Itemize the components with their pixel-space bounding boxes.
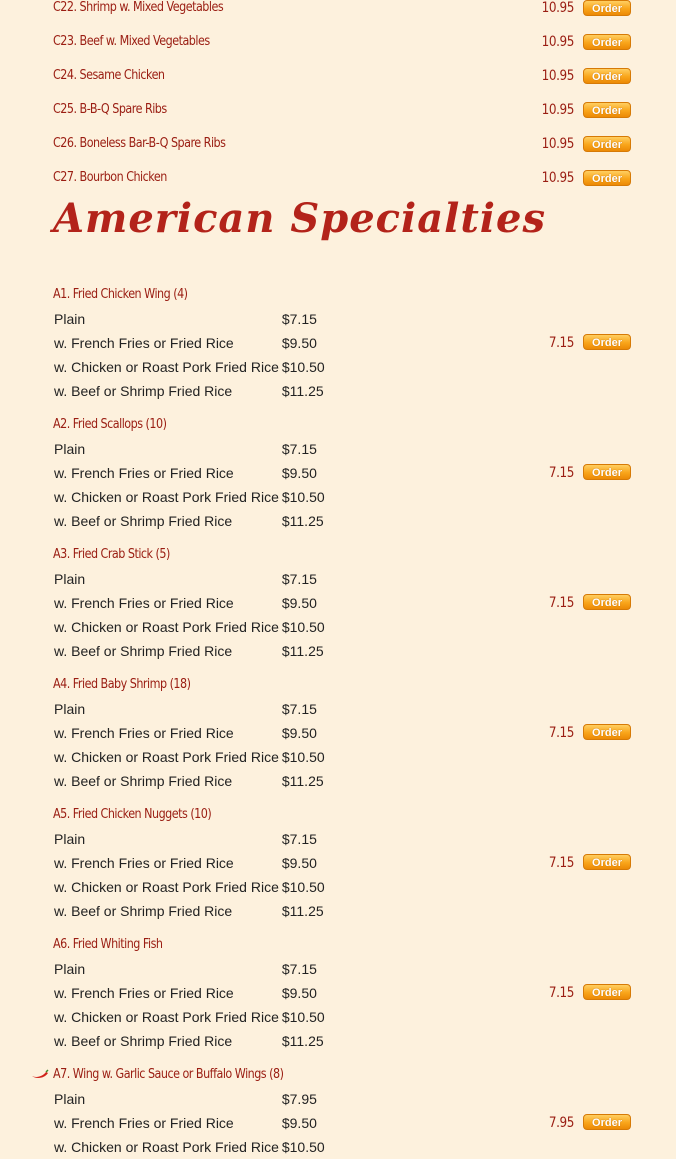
option-row (53, 827, 326, 851)
options-table (53, 697, 326, 793)
option-price: $9.50 (281, 465, 317, 481)
option-row (53, 307, 326, 331)
option-label: w. Beef or Shrimp Fried Rice (54, 513, 233, 529)
option-price: $7.95 (281, 1091, 317, 1107)
option-price: $7.15 (281, 831, 317, 847)
option-row (53, 379, 326, 403)
option-label: w. Chicken or Roast Pork Fried Rice (54, 619, 279, 635)
item-name: A5. Fried Chicken Nuggets (10) (53, 807, 212, 822)
chili-pepper-icon (31, 1069, 49, 1079)
item-name: A2. Fried Scallops (10) (53, 417, 167, 432)
order-button[interactable]: Order (583, 464, 631, 480)
option-label: w. Chicken or Roast Pork Fried Rice (54, 1139, 279, 1155)
option-row (53, 1087, 326, 1111)
order-button[interactable]: Order (583, 984, 631, 1000)
item-price: 10.95 (541, 102, 574, 118)
item-price: 10.95 (541, 136, 574, 152)
option-label: w. Beef or Shrimp Fried Rice (54, 1033, 233, 1049)
options-table (53, 437, 326, 533)
option-label: Plain (54, 701, 86, 717)
option-price: $11.25 (281, 383, 324, 399)
options-table (53, 307, 326, 403)
item-price: 7.15 (548, 465, 574, 481)
item-name: C24. Sesame Chicken (53, 68, 165, 83)
option-price: $10.50 (281, 749, 325, 765)
option-label: w. Beef or Shrimp Fried Rice (54, 773, 233, 789)
option-row (53, 981, 326, 1005)
option-price: $11.25 (281, 643, 324, 659)
item-name: C27. Bourbon Chicken (53, 170, 167, 185)
option-label: Plain (54, 311, 86, 327)
option-row (53, 1135, 326, 1159)
item-name: C22. Shrimp w. Mixed Vegetables (53, 0, 224, 15)
options-table (53, 1087, 326, 1159)
option-price: $7.15 (281, 311, 317, 327)
order-button[interactable]: Order (583, 136, 631, 152)
option-price: $9.50 (281, 335, 317, 351)
option-label: w. French Fries or Fried Rice (54, 465, 234, 481)
item-price: 10.95 (541, 0, 574, 16)
option-row (53, 957, 326, 981)
options-table (53, 827, 326, 923)
menu-row (0, 0, 676, 23)
option-row (53, 355, 326, 379)
item-price: 7.15 (548, 725, 574, 741)
item-price: 7.15 (548, 855, 574, 871)
item-price: 10.95 (541, 34, 574, 50)
option-price: $11.25 (281, 513, 324, 529)
option-price: $10.50 (281, 1139, 325, 1155)
item-price: 10.95 (541, 68, 574, 84)
option-label: w. French Fries or Fried Rice (54, 595, 234, 611)
item-name: A4. Fried Baby Shrimp (18) (53, 677, 191, 692)
order-button[interactable]: Order (583, 68, 631, 84)
menu-row (0, 27, 676, 57)
order-button[interactable]: Order (583, 0, 631, 16)
option-price: $7.15 (281, 961, 317, 977)
item-name: C23. Beef w. Mixed Vegetables (53, 34, 210, 49)
item-price: 7.15 (548, 595, 574, 611)
option-label: w. Chicken or Roast Pork Fried Rice (54, 879, 279, 895)
item-price: 7.15 (548, 335, 574, 351)
option-price: $7.15 (281, 571, 317, 587)
option-price: $11.25 (281, 1033, 324, 1049)
options-table (53, 567, 326, 663)
option-row (53, 591, 326, 615)
option-label: w. French Fries or Fried Rice (54, 985, 234, 1001)
menu-row (0, 95, 676, 125)
option-price: $9.50 (281, 855, 317, 871)
item-name: C26. Boneless Bar-B-Q Spare Ribs (53, 136, 226, 151)
options-table (53, 957, 326, 1053)
option-price: $10.50 (281, 879, 325, 895)
item-name: A1. Fried Chicken Wing (4) (53, 287, 188, 302)
option-row (53, 461, 326, 485)
option-price: $7.15 (281, 701, 317, 717)
option-row (53, 567, 326, 591)
option-row (53, 745, 326, 769)
option-label: w. Chicken or Roast Pork Fried Rice (54, 359, 279, 375)
option-label: Plain (54, 441, 86, 457)
option-row (53, 485, 326, 509)
order-button[interactable]: Order (583, 334, 631, 350)
option-row (53, 509, 326, 533)
item-name: A7. Wing w. Garlic Sauce or Buffalo Wings (8) (53, 1067, 284, 1082)
order-button[interactable]: Order (583, 102, 631, 118)
option-row (53, 1029, 326, 1053)
option-label: Plain (54, 961, 86, 977)
option-price: $9.50 (281, 595, 317, 611)
option-row (53, 639, 326, 663)
option-label: w. Beef or Shrimp Fried Rice (54, 903, 233, 919)
option-price: $7.15 (281, 441, 317, 457)
menu-row (0, 61, 676, 91)
option-label: w. Beef or Shrimp Fried Rice (54, 383, 233, 399)
option-label: w. French Fries or Fried Rice (54, 855, 234, 871)
section-title: American Specialties (53, 195, 546, 242)
option-row (53, 331, 326, 355)
option-row (53, 851, 326, 875)
menu-row (0, 163, 676, 193)
order-button[interactable]: Order (583, 34, 631, 50)
item-price: 7.15 (548, 985, 574, 1001)
option-label: Plain (54, 1091, 86, 1107)
option-row (53, 721, 326, 745)
option-label: Plain (54, 571, 86, 587)
order-button[interactable]: Order (583, 1114, 631, 1130)
option-price: $11.25 (281, 773, 324, 789)
option-price: $10.50 (281, 489, 325, 505)
option-label: w. French Fries or Fried Rice (54, 1115, 234, 1131)
option-label: w. Chicken or Roast Pork Fried Rice (54, 489, 279, 505)
option-row (53, 899, 326, 923)
option-price: $9.50 (281, 725, 317, 741)
order-button[interactable]: Order (583, 594, 631, 610)
option-row (53, 1111, 326, 1135)
option-price: $10.50 (281, 619, 325, 635)
item-name: C25. B-B-Q Spare Ribs (53, 102, 167, 117)
option-row (53, 1005, 326, 1029)
option-label: w. French Fries or Fried Rice (54, 335, 234, 351)
option-row (53, 615, 326, 639)
option-row (53, 769, 326, 793)
option-price: $10.50 (281, 359, 325, 375)
order-button[interactable]: Order (583, 854, 631, 870)
option-price: $9.50 (281, 985, 317, 1001)
order-button[interactable]: Order (583, 724, 631, 740)
option-price: $11.25 (281, 903, 324, 919)
option-label: w. Chicken or Roast Pork Fried Rice (54, 749, 279, 765)
option-row (53, 697, 326, 721)
order-button[interactable]: Order (583, 170, 631, 186)
item-name: A3. Fried Crab Stick (5) (53, 547, 170, 562)
item-name: A6. Fried Whiting Fish (53, 937, 163, 952)
option-row (53, 875, 326, 899)
item-price: 10.95 (541, 170, 574, 186)
option-row (53, 437, 326, 461)
option-price: $10.50 (281, 1009, 325, 1025)
option-price: $9.50 (281, 1115, 317, 1131)
option-label: w. Beef or Shrimp Fried Rice (54, 643, 233, 659)
option-label: w. Chicken or Roast Pork Fried Rice (54, 1009, 279, 1025)
option-label: w. French Fries or Fried Rice (54, 725, 234, 741)
menu-row (0, 129, 676, 159)
option-label: Plain (54, 831, 86, 847)
item-price: 7.95 (548, 1115, 574, 1131)
